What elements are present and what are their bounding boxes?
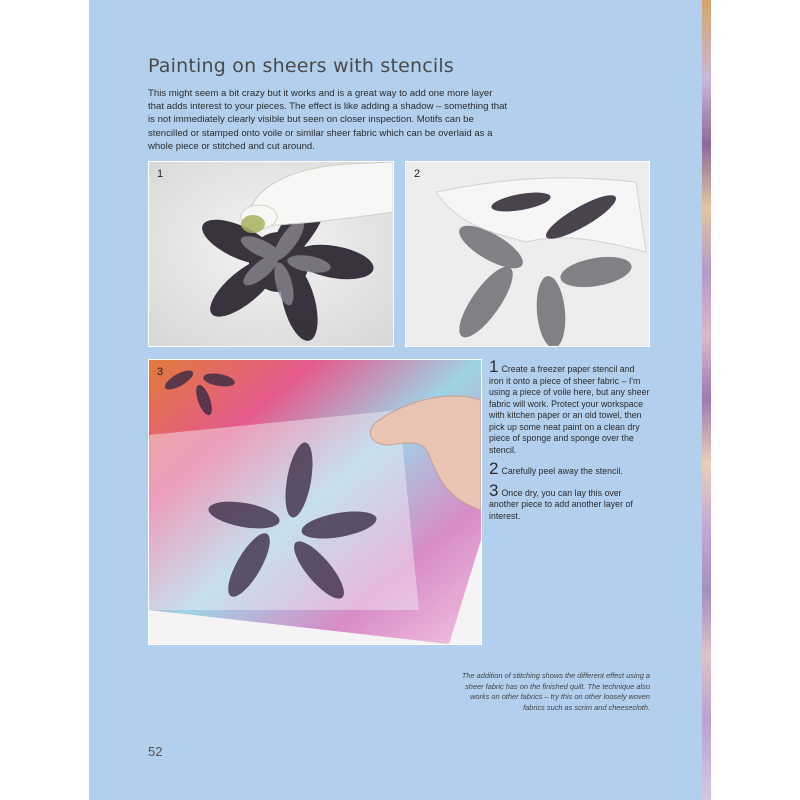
step-list: [489, 357, 651, 529]
step-item: [489, 480, 651, 523]
sponge: [241, 215, 265, 233]
photo-number: 2: [414, 168, 421, 180]
photo-caption: The addition of stitching shows the different effect using a sheer fabric has on the finished quilt. The technique also works on other fabrics – try this on other loosely woven fabrics such as scrim and cheesecloth.: [461, 671, 650, 712]
step-number: 2: [489, 459, 499, 478]
photo-1-illustration: [149, 162, 393, 346]
photo-step-1: [148, 161, 394, 347]
step-text: Carefully peel away the stencil.: [501, 466, 623, 476]
photo-3-illustration: [149, 360, 481, 644]
step-item: [489, 357, 651, 456]
step-item: [489, 459, 651, 478]
step-text: Create a freezer paper stencil and iron it onto a piece of sheer fabric – I'm using a piece of voile here, but any sheer fabric will work. Protect your workspace with kitchen paper or an old towel, then pick up some neat paint on a clean dry piece of sponge and sponge over the stencil.: [489, 364, 650, 455]
photo-number: 1: [157, 168, 164, 180]
step-number: 3: [489, 480, 499, 500]
adjacent-page-edge: [702, 0, 711, 800]
photo-step-3: [148, 359, 482, 645]
step-number: 1: [489, 357, 499, 376]
photo-2-illustration: [406, 162, 649, 346]
intro-paragraph: This might seem a bit crazy but it works and is a great way to add one more layer that adds interest to your pieces. The effect is like adding a shadow – something that is not immediately clearly visible but seen on closer inspection. Motifs can be stencilled or stamped onto voile or similar sheer fabric which can be overlaid as a whole piece or stitched and cut around.: [148, 88, 508, 152]
page-number: 52: [148, 744, 163, 759]
step-text: Once dry, you can lay this over another piece to add another layer of interest.: [489, 487, 633, 521]
photo-number: 3: [157, 366, 164, 378]
page-title: Painting on sheers with stencils: [148, 55, 454, 77]
photo-step-2: [405, 161, 650, 347]
